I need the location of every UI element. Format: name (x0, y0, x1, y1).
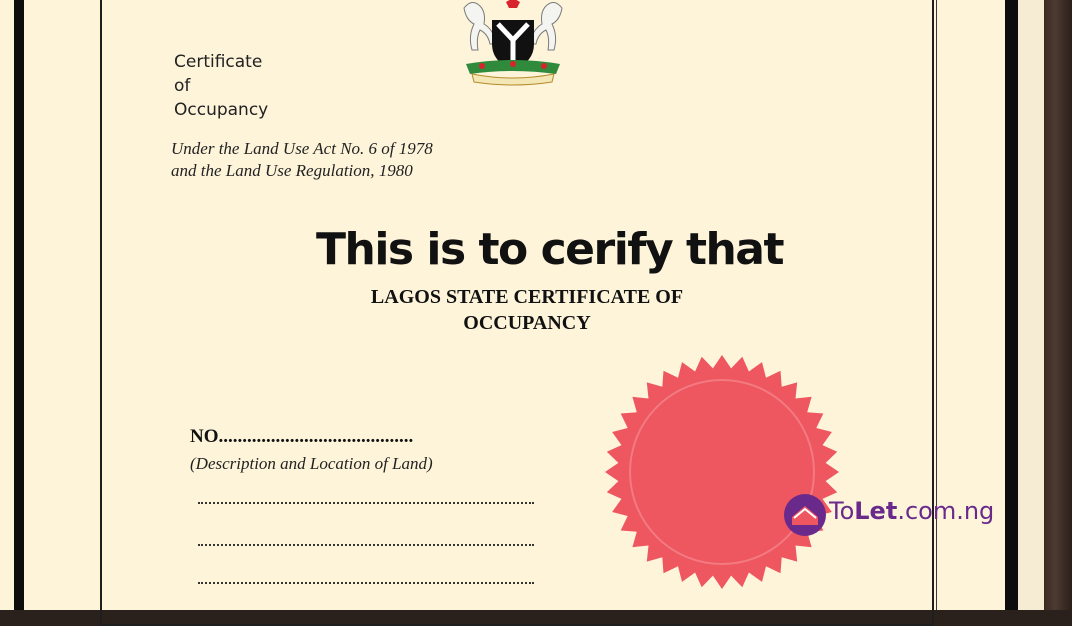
brand-to: To (829, 497, 855, 525)
right-paper-edge (1018, 0, 1044, 610)
dotted-entry-line (198, 582, 534, 584)
watermark-brand-text (829, 497, 994, 525)
certificate-headline: This is to cerify that (316, 224, 784, 275)
coat-of-arms-emblem (446, 0, 580, 86)
certificate-number-field: NO......................................... (190, 426, 414, 447)
right-border-strip (1005, 0, 1018, 610)
subheading-line1: LAGOS STATE CERTIFICATE OF (370, 286, 684, 308)
certificate-title-line2: of (174, 76, 191, 96)
legal-reference-line1: Under the Land Use Act No. 6 of 1978 (171, 139, 433, 158)
land-description-label: (Description and Location of Land) (190, 454, 433, 473)
house-logo-icon (783, 493, 827, 537)
legal-reference-line2: and the Land Use Regulation, 1980 (171, 161, 413, 180)
certificate-subheading (326, 284, 728, 336)
brand-domain: .com.ng (897, 497, 995, 525)
dotted-entry-line (198, 544, 534, 546)
left-border-strip (14, 0, 24, 610)
red-seal-stamp (604, 354, 840, 590)
certificate-title-line1: Certificate (174, 52, 263, 72)
certificate-title-block (174, 50, 268, 122)
tolet-watermark-logo (783, 493, 995, 537)
dotted-entry-line (198, 502, 534, 504)
legal-reference (171, 138, 433, 182)
subheading-line2: OCCUPANCY (463, 312, 591, 334)
brand-let: Let (854, 497, 898, 525)
background-surface (1044, 0, 1072, 610)
certificate-title-line3: Occupancy (174, 100, 269, 120)
